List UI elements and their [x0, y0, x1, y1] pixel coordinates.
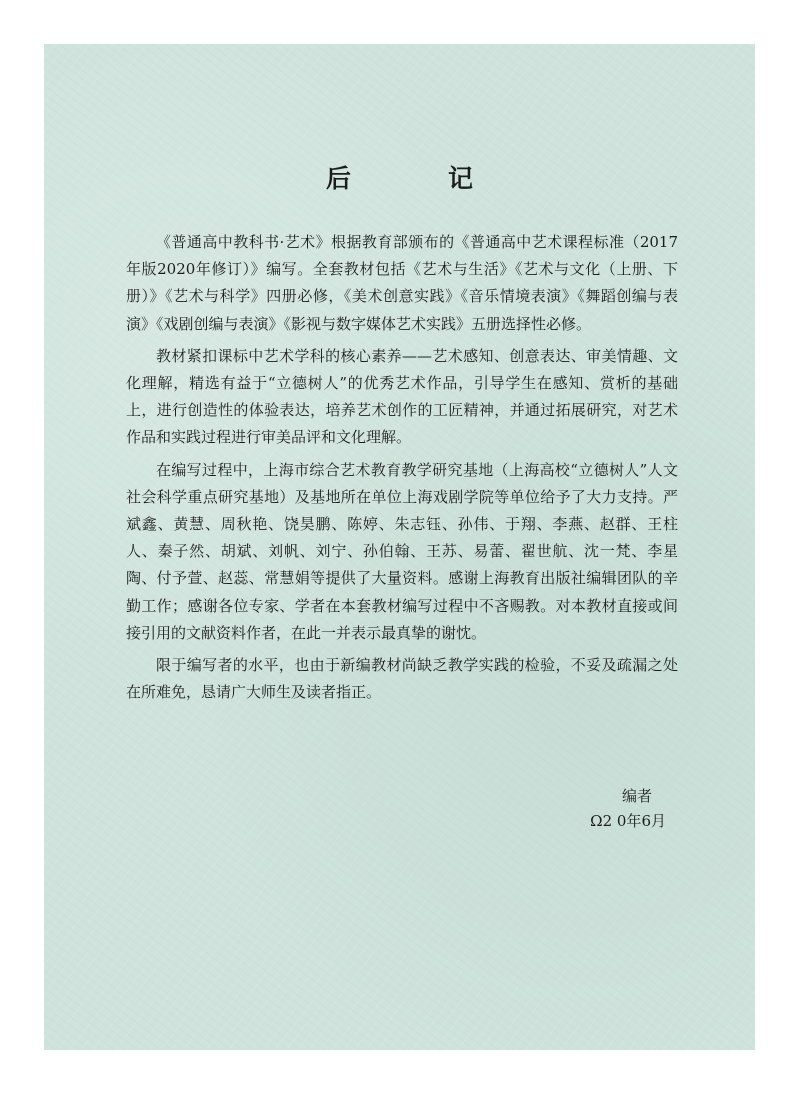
paragraph-4: 限于编写者的水平，也由于新编教材尚缺乏教学实践的检验，不妥及疏漏之处在所难免，恳请广大师生及读者指正。	[126, 656, 678, 702]
paragraph-1: 《普通高中教科书·艺术》根据教育部颁布的《普通高中艺术课程标准（2017年版2020年修订）》编写。全套教材包括《艺术与生活》《艺术与文化（上册、下册）》《艺术与科学》四册必修，《美术创意实践》《音乐情境表演》《舞蹈创编与表演》《戏剧创编与表演》《影视与数字媒体艺术实践》五册选择性必修。	[126, 233, 678, 333]
afterword-body	[126, 229, 678, 711]
paragraph-3: 在编写过程中，上海市综合艺术教育教学研究基地（上海高校“立德树人”人文社会科学重点研究基地）及基地所在单位上海戏剧学院等单位给予了大力支持。严斌鑫、黄慧、周秋艳、饶昊鹏、陈婷、朱志钰、孙伟、于翔、李燕、赵群、王柱人、秦子然、胡斌、刘帆、刘宁、孙伯翰、王苏、易蕾、翟世航、沈一梵、李星陶、付予萱、赵蕊、常慧娟等提供了大量资料。感谢上海教育出版社编辑团队的辛勤工作；感谢各位专家、学者在本套教材编写过程中不吝赐教。对本教材直接或间接引用的文献资料作者，在此一并表示最真挚的谢忱。	[126, 460, 678, 642]
signature-author: 编者	[621, 787, 652, 805]
signature-block	[126, 784, 666, 834]
page-title: 后 记	[325, 164, 509, 193]
page	[44, 44, 755, 1050]
paragraph-2: 教材紧扣课标中艺术学科的核心素养——艺术感知、创意表达、审美情趣、文化理解，精选有益于“立德树人”的优秀艺术作品，引导学生在感知、赏析的基础上，进行创造性的体验表达，培养艺术创作的工匠精神，并通过拓展研究，对艺术作品和实践过程进行审美品评和文化理解。	[126, 346, 678, 447]
signature-date: Ω2 0年6月	[590, 812, 666, 830]
